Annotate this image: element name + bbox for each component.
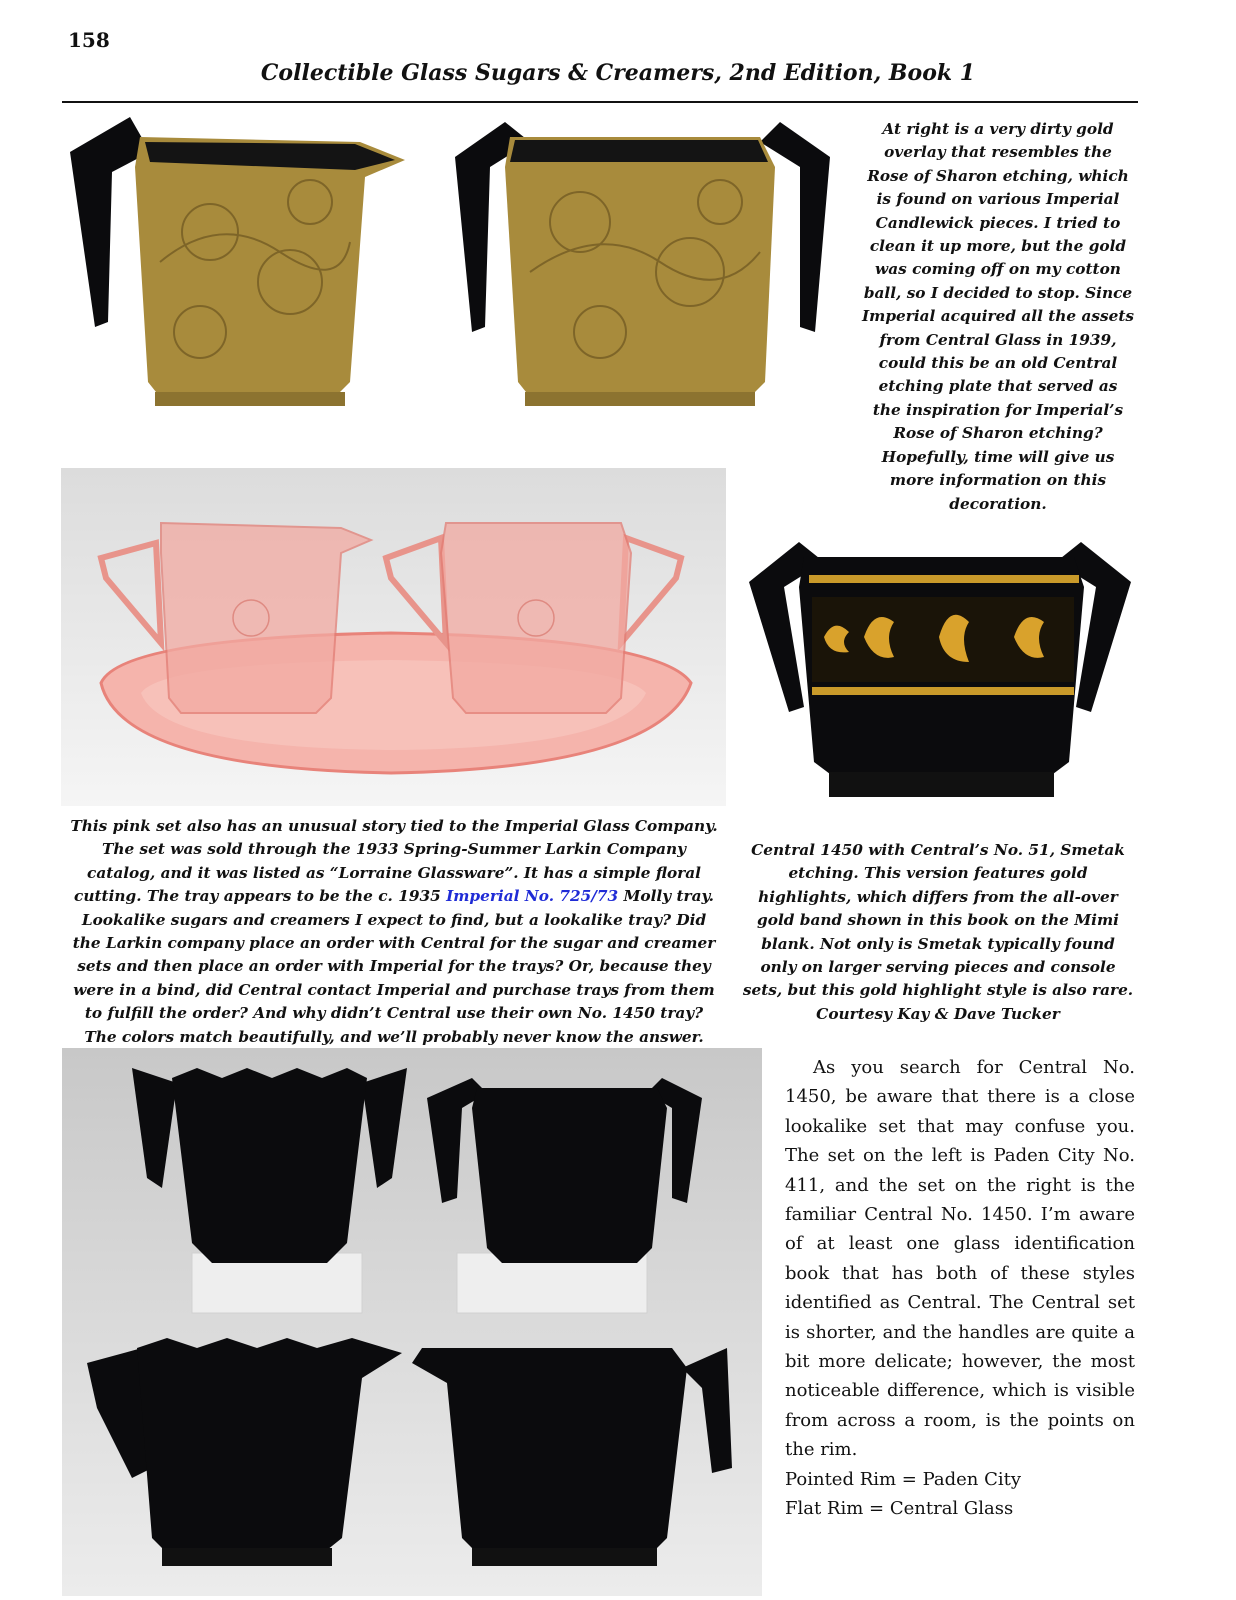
caption-pink-part-2: Molly tray. Lookalike sugars and creamers I expect to find, but a lookalike tray? Did the Larkin company place an order with Central for the sugar and creamer sets and then place an order with Imperial for the trays? Or, because they were in a bind, did Central contact Imperial and purchase trays from them to fulfill the order? And why didn’t Central use their own No. 1450 tray? The colors match beautifully, and we’ll probably never know the answer. xyxy=(72,887,716,1046)
body-text xyxy=(785,1053,1135,1524)
imperial-link[interactable]: Imperial No. 725/73 xyxy=(446,887,619,906)
gold-set-illustration xyxy=(60,112,850,422)
photo-smetak-sugar xyxy=(744,537,1136,810)
rim-line-central: Flat Rim = Central Glass xyxy=(785,1498,1014,1520)
caption-gold-overlay: At right is a very dirty gold overlay that resembles the Rose of Sharon etching, which is found on various Imperial Candlewick pieces. I tried to clean it up more, but the gold was coming off on my cotton ball, so I decided to stop. Since Imperial acquired all the assets from Central Glass in 1939, could this be an old Central etching plate that served as the inspiration for Imperial’s Rose of Sharon etching? Hopefully, time will give us more information on this decoration. xyxy=(862,120,1135,513)
sugar-body xyxy=(505,137,775,397)
caption-pink-part-1: This pink set also has an unusual story tied to the Imperial Glass Company. The set was sold through the 1933 Spring-Summer Larkin Company catalog, and it was listed as “Lorraine Glassware”. It has a simple floral cutting. The tray appears to be the c. 1935 xyxy=(70,817,718,906)
caption-pink-set xyxy=(70,815,718,1049)
pink-sugar-body xyxy=(441,523,631,713)
central-sugar-body xyxy=(472,1088,667,1263)
header-rule xyxy=(62,101,1138,103)
running-title: Collectible Glass Sugars & Creamers, 2nd Edition, Book 1 xyxy=(260,60,976,86)
photo-gold-set xyxy=(60,112,850,422)
caption-smetak: Central 1450 with Central’s No. 51, Smetak etching. This version features gold highlights, which differs from the all-over gold band shown in this book on the Mimi blank. Not only is Smetak typically found only on larger serving pieces and console sets, but this gold highlight style is also rare. Courtesy Kay & Dave Tucker xyxy=(742,841,1134,1023)
rim-line-paden: Pointed Rim = Paden City xyxy=(785,1468,1022,1490)
page-number: 158 xyxy=(68,28,110,52)
photo-pink-set xyxy=(61,468,726,806)
photo-black-sets xyxy=(62,1048,762,1596)
body-paragraph: As you search for Central No. 1450, be aware that there is a close lookalike set that may confuse you. The set on the left is Paden City No. 411, and the set on the right is the familiar Central No. 1450. I’m aware of at least one glass identification book that has both of these styles identified as Central. The Central set is shorter, and the handles are quite a bit more delicate; however, the most noticeable difference, which is visible from across a room, is the points on the rim. xyxy=(785,1057,1135,1461)
smetak-sugar-illustration xyxy=(744,537,1136,810)
pink-set-illustration xyxy=(61,468,726,806)
black-sets-illustration xyxy=(62,1048,762,1596)
paden-sugar-body xyxy=(172,1068,367,1263)
